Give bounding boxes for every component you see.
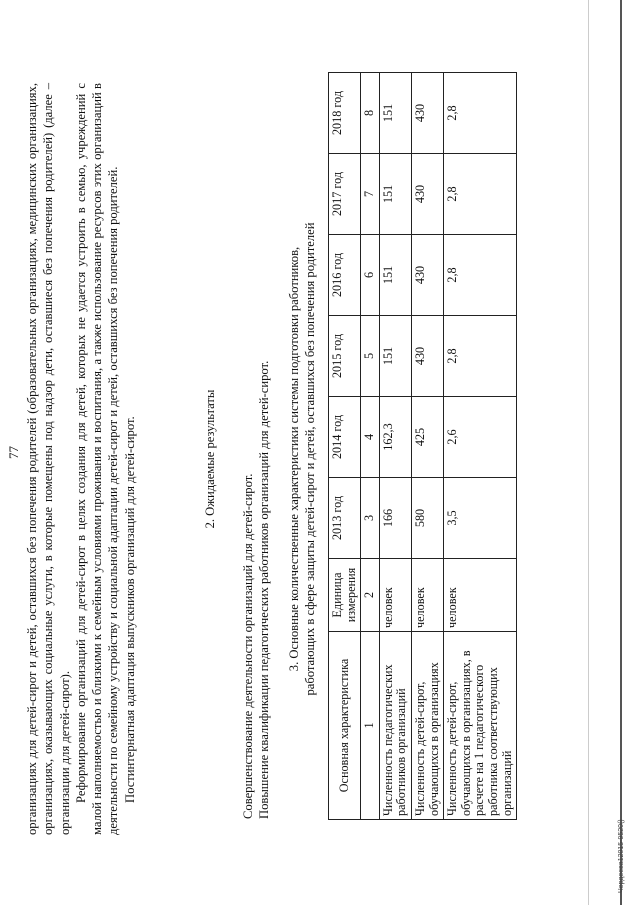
paragraph: Реформирование организаций для детей-сирот в целях создания для детей, которых не удается устроить в семью, учреждений с малой наполняемостью и близкими к семейным условиями проживания и воспитания, а также использование ресурсов этих организаций в деятельности по семейному устройству и социальной адаптации детей-сирот и детей, оставшихся без попечения родителей. bbox=[73, 83, 121, 835]
table-header-cell: Единица измерения bbox=[329, 559, 361, 632]
column-number: 6 bbox=[361, 235, 380, 316]
column-number: 7 bbox=[361, 154, 380, 235]
table-header-row bbox=[329, 73, 361, 820]
row-value: 2,8 bbox=[444, 316, 517, 397]
table-header-cell: 2017 год bbox=[329, 154, 361, 235]
table-header-cell: Основная характеристика bbox=[329, 632, 361, 820]
row-value: 162,3 bbox=[379, 397, 411, 478]
results-list bbox=[240, 99, 273, 819]
row-value: 2,8 bbox=[444, 73, 517, 154]
document-stamp: Чердеева12015-9520() bbox=[618, 819, 625, 893]
column-number: 3 bbox=[361, 478, 380, 559]
column-number: 1 bbox=[361, 632, 380, 820]
row-value: 2,8 bbox=[444, 235, 517, 316]
characteristics-table bbox=[328, 72, 517, 820]
table-header-cell: 2013 год bbox=[329, 478, 361, 559]
row-value: 166 bbox=[379, 478, 411, 559]
row-value: 2,8 bbox=[444, 154, 517, 235]
row-value: 425 bbox=[411, 397, 443, 478]
table-number-row bbox=[361, 73, 380, 820]
row-label: Численность детей-сирот, обучающихся в организациях bbox=[411, 632, 443, 820]
row-value: 151 bbox=[379, 235, 411, 316]
page-number: 77 bbox=[6, 446, 21, 459]
row-value: 430 bbox=[411, 316, 443, 397]
row-value: 151 bbox=[379, 316, 411, 397]
row-value: 2,6 bbox=[444, 397, 517, 478]
paragraph: Постинтернатная адаптация выпускников организаций для детей-сирот. bbox=[122, 416, 137, 803]
table-header-cell: 2014 год bbox=[329, 397, 361, 478]
row-value: 3,5 bbox=[444, 478, 517, 559]
row-value: 430 bbox=[411, 154, 443, 235]
table-header-cell: 2015 год bbox=[329, 316, 361, 397]
row-value: 580 bbox=[411, 478, 443, 559]
heading-line: 3. Основные количественные характеристики системы подготовки работников, bbox=[287, 246, 301, 672]
row-label: Численность детей-сирот, обучающихся в организациях, в расчете на 1 педагогического работника соответствующих организаций bbox=[444, 632, 517, 820]
section-heading bbox=[286, 83, 319, 835]
paragraph: организациях для детей-сирот и детей, оставшихся без попечения родителей (образовательных организациях, медицинских организациях, организациях, оказывающих социальные услуги, в которые помещены под надзор дети, оставшиеся без попечения родителей) (далее – организации для детей-сирот). bbox=[25, 83, 72, 835]
row-unit: человек bbox=[379, 559, 411, 632]
table-header-cell: 2016 год bbox=[329, 235, 361, 316]
heading-line: работающих в сфере защиты детей-сирот и детей, оставшихся без попечения родителей bbox=[303, 222, 318, 696]
column-number: 5 bbox=[361, 316, 380, 397]
column-number: 2 bbox=[361, 559, 380, 632]
column-number: 4 bbox=[361, 397, 380, 478]
result-item: Совершенствование деятельности организаций для детей-сирот. bbox=[241, 473, 255, 819]
table-header-cell: 2018 год bbox=[329, 73, 361, 154]
row-value: 430 bbox=[411, 235, 443, 316]
section-heading: 2. Ожидаемые результаты bbox=[203, 389, 217, 529]
column-number: 8 bbox=[361, 73, 380, 154]
row-unit: человек bbox=[444, 559, 517, 632]
text-block bbox=[24, 83, 138, 835]
row-value: 151 bbox=[379, 73, 411, 154]
table-row bbox=[379, 73, 411, 820]
table-row bbox=[444, 73, 517, 820]
row-label: Численность педагогических работников организаций bbox=[379, 632, 411, 820]
row-value: 151 bbox=[379, 154, 411, 235]
row-unit: человек bbox=[411, 559, 443, 632]
table-row bbox=[411, 73, 443, 820]
row-value: 430 bbox=[411, 73, 443, 154]
result-item: Повышение квалификации педагогических работников организаций для детей-сирот. bbox=[257, 360, 272, 819]
